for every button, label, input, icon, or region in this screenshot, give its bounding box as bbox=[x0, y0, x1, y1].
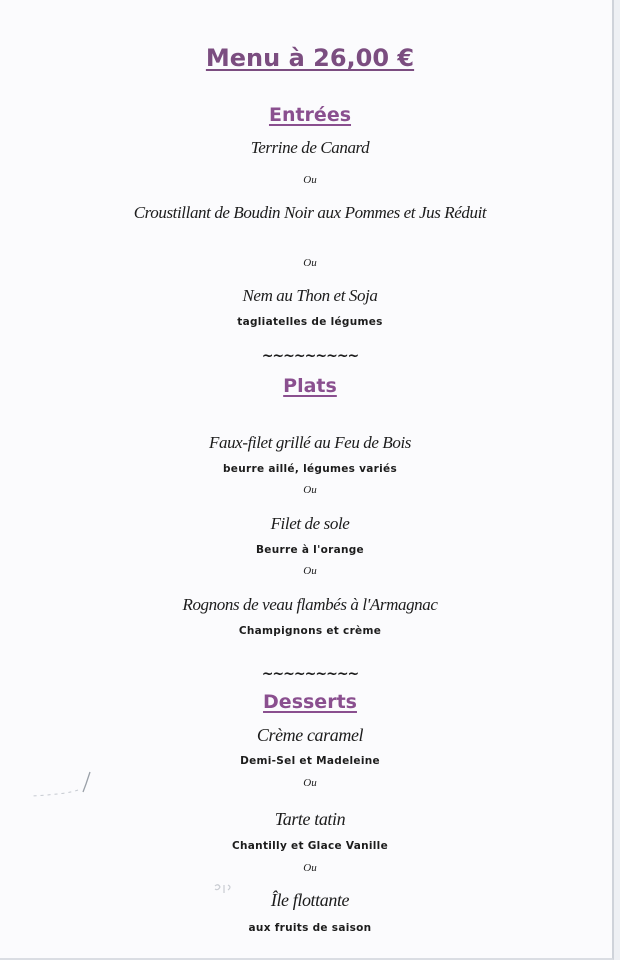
section-heading-entrees: Entrées bbox=[268, 104, 352, 126]
section-divider: ~~~~~~~~~ bbox=[261, 348, 359, 364]
scan-mark bbox=[28, 768, 98, 800]
or-separator: Ou bbox=[303, 257, 317, 269]
dessert-dish-1: Crème caramel bbox=[256, 725, 364, 745]
dessert-dish-3-description: aux fruits de saison bbox=[248, 922, 372, 934]
menu-title: Menu à 26,00 € bbox=[205, 44, 415, 72]
or-separator: Ou bbox=[303, 174, 317, 186]
entree-dish-3-description: tagliatelles de légumes bbox=[237, 316, 383, 328]
or-separator: Ou bbox=[303, 862, 317, 874]
section-heading-desserts: Desserts bbox=[263, 691, 357, 713]
dessert-dish-1-description: Demi-Sel et Madeleine bbox=[240, 755, 380, 767]
dessert-dish-3: Île flottante bbox=[270, 890, 350, 910]
or-separator: Ou bbox=[303, 565, 317, 577]
section-heading-plats: Plats bbox=[283, 375, 337, 397]
entree-dish-2: Croustillant de Boudin Noir aux Pommes et Jus Réduit bbox=[133, 203, 487, 222]
plat-dish-2-description: Beurre à l'orange bbox=[256, 544, 364, 556]
or-separator: Ou bbox=[303, 777, 317, 789]
dessert-dish-2-description: Chantilly et Glace Vanille bbox=[232, 840, 388, 852]
plat-dish-1-description: beurre aillé, légumes variés bbox=[222, 463, 398, 475]
entree-dish-3: Nem au Thon et Soja bbox=[242, 286, 378, 305]
plat-dish-2: Filet de sole bbox=[270, 514, 350, 533]
section-divider: ~~~~~~~~~ bbox=[261, 666, 359, 682]
entree-dish-1: Terrine de Canard bbox=[250, 138, 370, 157]
plat-dish-3: Rognons de veau flambés à l'Armagnac bbox=[182, 595, 438, 614]
plat-dish-1: Faux-filet grillé au Feu de Bois bbox=[208, 433, 411, 452]
plat-dish-3-description: Champignons et crème bbox=[238, 625, 382, 637]
or-separator: Ou bbox=[303, 484, 317, 496]
scan-mark bbox=[212, 882, 236, 896]
dessert-dish-2: Tarte tatin bbox=[274, 809, 346, 829]
